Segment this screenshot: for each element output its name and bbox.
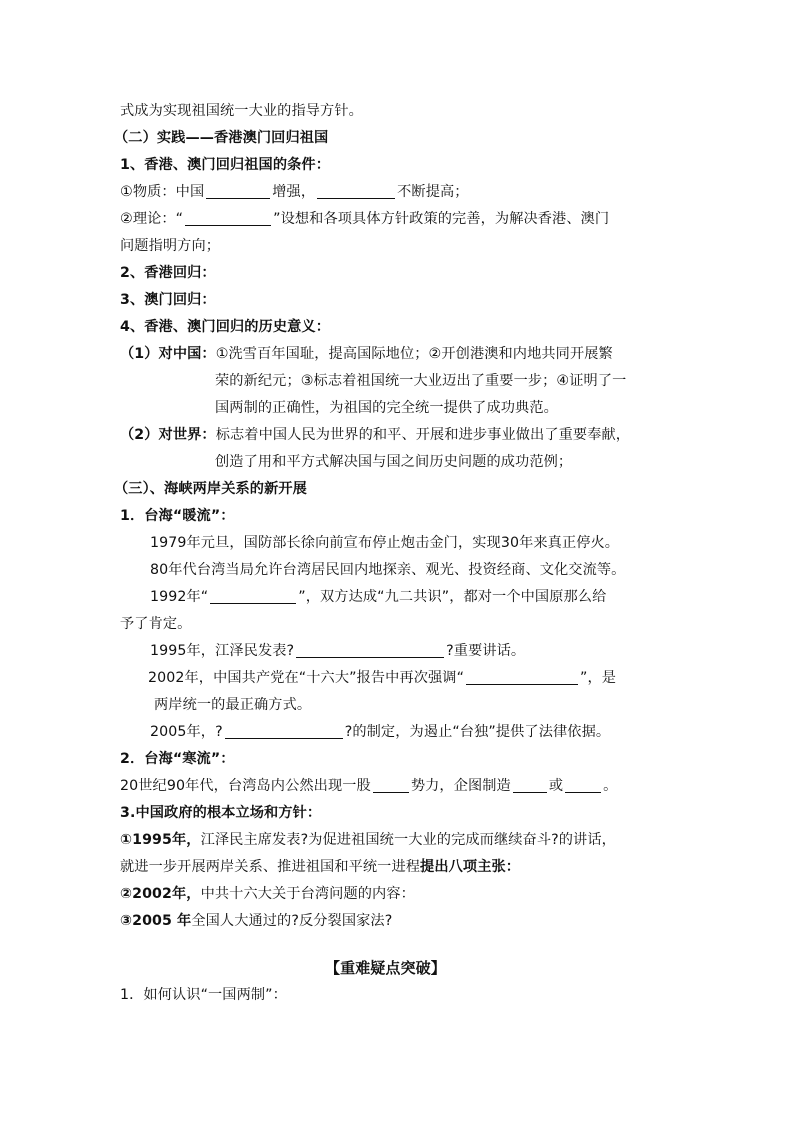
world-line2: 创造了用和平方式解决国与国之间历史问题的成功范例； bbox=[215, 454, 573, 470]
p1992-prefix: 1992年“ bbox=[150, 589, 209, 605]
p2005-suffix: ?的制定，为遏止“台独”提供了法律依据。 bbox=[344, 724, 611, 740]
p1995-prefix: 1995年，江泽民发表? bbox=[150, 643, 295, 659]
policy-2005 bbox=[120, 911, 392, 931]
pol1-cont-a: 就进一步开展两岸关系、推进祖国和平统一进程 bbox=[120, 859, 421, 875]
material-prefix: ①物质：中国 bbox=[120, 184, 205, 200]
pol2-year: ②2002年， bbox=[120, 886, 201, 902]
warm-heading: 1．台海“暖流”： bbox=[120, 508, 235, 524]
p2005-prefix: 2005年，? bbox=[150, 724, 223, 740]
world-text1: 标志着中国人民为世界的和平、开展和进步事业做出了重要奉献， bbox=[215, 427, 631, 443]
blank-2005[interactable] bbox=[225, 722, 343, 739]
focus-heading: 【重难疑点突破】 bbox=[325, 959, 446, 977]
blank-level[interactable] bbox=[317, 182, 395, 199]
para-2005 bbox=[150, 722, 610, 742]
para-1995 bbox=[150, 641, 525, 661]
policy-heading: 3.中国政府的根本立场和方针： bbox=[120, 805, 322, 821]
para-2002-cont: 两岸统一的最正确方式。 bbox=[154, 697, 312, 713]
p2002-suffix: ”，是 bbox=[580, 670, 617, 686]
para-1992-cont: 予了肯定。 bbox=[120, 616, 192, 632]
policy-1995 bbox=[120, 830, 616, 850]
pol3-text: 全国人大通过的?反分裂国家法? bbox=[191, 913, 393, 929]
cold-mid2: 或 bbox=[548, 778, 564, 794]
material-suffix: 不断提高； bbox=[397, 184, 469, 200]
pol1-text: 江泽民主席发表?为促进祖国统一大业的完成而继续奋斗?的讲话， bbox=[200, 832, 616, 848]
pol2-text: 中共十六大关于台湾问题的内容： bbox=[200, 886, 415, 902]
blank-force[interactable] bbox=[373, 776, 409, 793]
world-label: （2）对世界： bbox=[120, 427, 216, 443]
section3-heading: （三）、海峡两岸关系的新开展 bbox=[114, 481, 307, 497]
blank-create1[interactable] bbox=[513, 776, 547, 793]
world-line1 bbox=[120, 425, 630, 445]
cold-prefix: 20世纪90年代，台湾岛内公然出现一股 bbox=[120, 778, 371, 794]
policy-1995-cont bbox=[120, 857, 520, 877]
blank-strength[interactable] bbox=[206, 182, 270, 199]
china-label: （1）对中国： bbox=[120, 346, 216, 362]
macau-return: 3、澳门回归： bbox=[120, 292, 216, 308]
china-line1 bbox=[120, 344, 613, 364]
cold-heading: 2．台海“寒流”： bbox=[120, 751, 235, 767]
pol1-cont-b: 提出八项主张： bbox=[420, 859, 521, 875]
theory-prefix: ②理论：“ bbox=[120, 211, 184, 227]
significance-heading: 4、香港、澳门回归的历史意义： bbox=[120, 319, 330, 335]
focus-q1: 1．如何认识“一国两制”： bbox=[120, 987, 287, 1003]
china-line3: 国两制的正确性，为祖国的完全统一提供了成功典范。 bbox=[215, 400, 558, 416]
blank-1992[interactable] bbox=[210, 587, 296, 604]
cold-line bbox=[120, 776, 617, 796]
material-line bbox=[120, 182, 469, 202]
china-line2: 荣的新纪元；③标志着祖国统一大业迈出了重要一步；④证明了一 bbox=[215, 373, 627, 389]
blank-1995[interactable] bbox=[296, 641, 444, 658]
blank-create2[interactable] bbox=[565, 776, 601, 793]
hk-return: 2、香港回归： bbox=[120, 265, 216, 281]
intro-tail: 式成为实现祖国统一大业的指导方针。 bbox=[120, 103, 363, 119]
pol3-year: ③2005 年 bbox=[120, 913, 192, 929]
section2-heading: （二）实践——香港澳门回归祖国 bbox=[114, 130, 329, 146]
para-80s: 80年代台湾当局允许台湾居民回内地探亲、观光、投资经商、文化交流等。 bbox=[150, 562, 626, 578]
theory-line bbox=[120, 209, 609, 229]
cold-end: 。 bbox=[603, 778, 618, 794]
blank-2002[interactable] bbox=[466, 668, 578, 685]
para-1992 bbox=[150, 587, 606, 607]
para-2002 bbox=[148, 668, 616, 688]
material-mid: 增强， bbox=[272, 184, 316, 200]
conditions-heading: 1、香港、澳门回归祖国的条件： bbox=[120, 157, 330, 173]
cold-mid1: 势力，企图制造 bbox=[410, 778, 511, 794]
p1995-suffix: ?重要讲话。 bbox=[446, 643, 526, 659]
pol1-year: ①1995年， bbox=[120, 832, 201, 848]
theory-suffix: ”设想和各项具体方针政策的完善，为解决香港、澳门 bbox=[273, 211, 610, 227]
policy-2002 bbox=[120, 884, 415, 904]
blank-theory[interactable] bbox=[185, 209, 271, 226]
p2002-prefix: 2002年，中国共产党在“十六大”报告中再次强调“ bbox=[148, 670, 465, 686]
p1992-suffix: ”，双方达成“九二共识”，都对一个中国原那么给 bbox=[298, 589, 607, 605]
china-text1: ①洗雪百年国耻，提高国际地位；②开创港澳和内地共同开展繁 bbox=[215, 346, 613, 362]
para-1979: 1979年元旦，国防部长徐向前宣布停止炮击金门，实现30年来真正停火。 bbox=[150, 535, 620, 551]
theory-cont: 问题指明方向； bbox=[120, 238, 221, 254]
